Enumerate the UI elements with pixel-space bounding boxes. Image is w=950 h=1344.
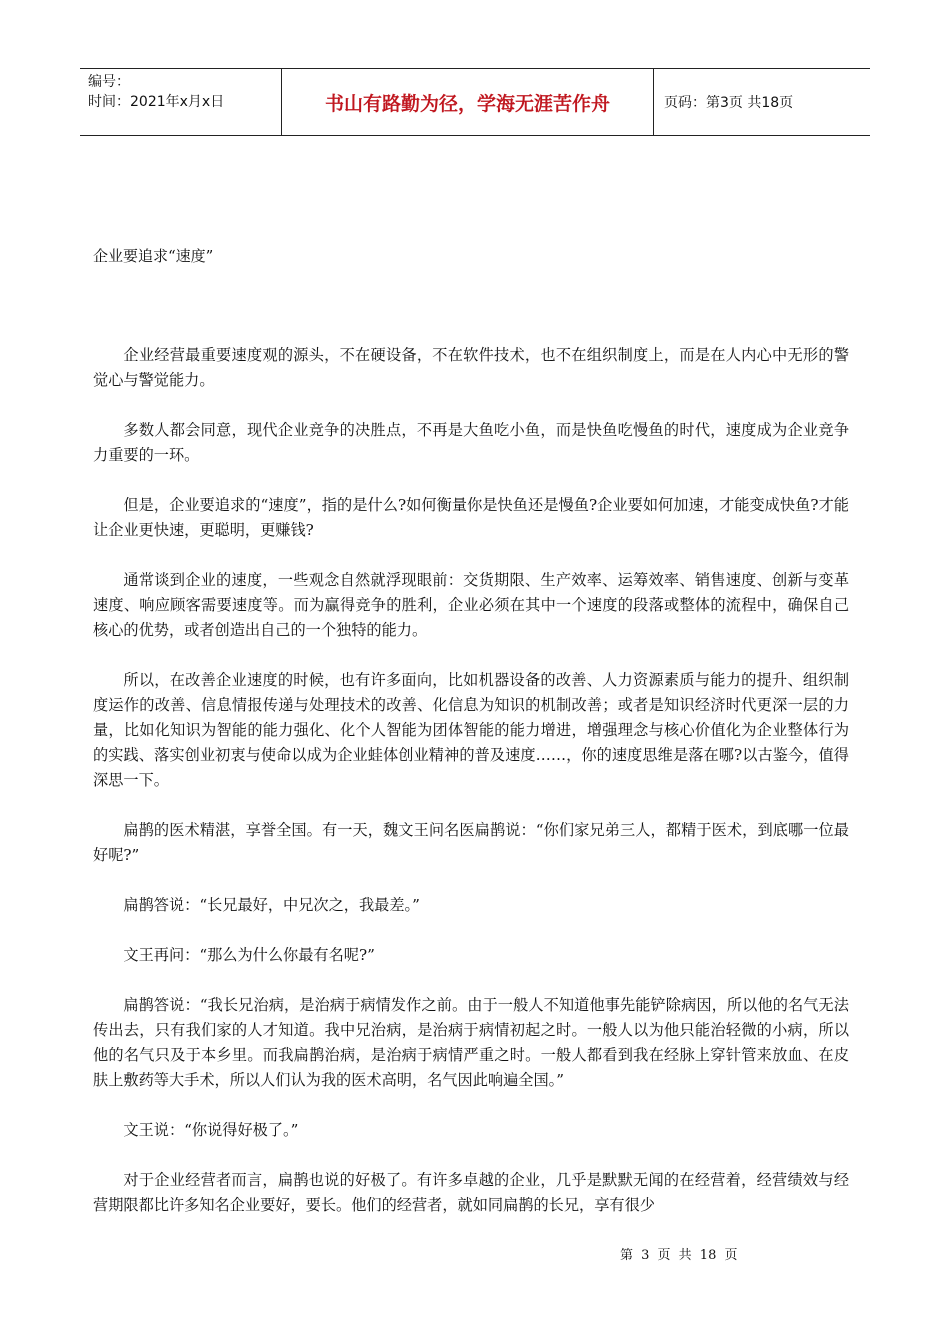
date-label: 时间：2021年x月x日 [88, 94, 225, 110]
paragraph: 企业经营最重要速度观的源头，不在硬设备，不在软件技术，也不在组织制度上，而是在人内心中无形的警觉心与警觉能力。 [93, 346, 849, 389]
document-body [93, 343, 849, 1243]
paragraph: 文王再问：“那么为什么你最有名呢?” [123, 946, 375, 964]
document-title: 企业要追求“速度” [93, 247, 214, 265]
header-table [80, 68, 870, 136]
paragraph: 扁鹊答说：“我长兄治病，是治病于病情发作之前。由于一般人不知道他事先能铲除病因，所以他的名气无法传出去，只有我们家的人才知道。我中兄治病，是治病于病情初起之时。一般人以为他只能治轻微的小病，所以他的名气只及于本乡里。而我扁鹊治病，是治病于病情严重之时。一般人都看到我在经脉上穿针管来放血、在皮肤上敷药等大手术，所以人们认为我的医术高明，名气因此响遍全国。” [93, 996, 849, 1089]
header-meta [80, 69, 282, 135]
paragraph: 扁鹊的医术精湛，享誉全国。有一天，魏文王问名医扁鹊说：“你们家兄弟三人，都精于医术，到底哪一位最好呢?” [93, 821, 849, 864]
paragraph: 文王说：“你说得好极了。” [123, 1121, 299, 1139]
header-motto: 书山有路勤为径，学海无涯苦作舟 [282, 69, 654, 135]
paragraph: 但是，企业要追求的“速度”，指的是什么?如何衡量你是快鱼还是慢鱼?企业要如何加速，才能变成快鱼?才能让企业更快速，更聪明，更赚钱? [93, 496, 849, 539]
header-page-label: 页码：第3页 共18页 [664, 95, 794, 111]
paragraph: 通常谈到企业的速度，一些观念自然就浮现眼前：交货期限、生产效率、运筹效率、销售速度、创新与变革速度、响应顾客需要速度等。而为赢得竞争的胜利，企业必须在其中一个速度的段落或整体的流程中，确保自己核心的优势，或者创造出自己的一个独特的能力。 [93, 571, 849, 639]
paragraph: 多数人都会同意，现代企业竞争的决胜点，不再是大鱼吃小鱼，而是快鱼吃慢鱼的时代，速度成为企业竞争力重要的一环。 [93, 421, 849, 464]
paragraph: 扁鹊答说：“长兄最好，中兄次之，我最差。” [123, 896, 420, 914]
number-label: 编号： [88, 74, 130, 90]
footer-page-number: 第 3 页 共 18 页 [620, 1248, 738, 1263]
paragraph: 对于企业经营者而言，扁鹊也说的好极了。有许多卓越的企业，几乎是默默无闻的在经营着，经营绩效与经营期限都比许多知名企业要好，要长。他们的经营者，就如同扁鹊的长兄，享有很少 [93, 1171, 849, 1214]
paragraph: 所以，在改善企业速度的时候，也有许多面向，比如机器设备的改善、人力资源素质与能力的提升、组织制度运作的改善、信息情报传递与处理技术的改善、化信息为知识的机制改善；或者是知识经济时代更深一层的力量，比如化知识为智能的能力强化、化个人智能为团体智能的能力增进，增强理念与核心价值化为企业整体行为的实践、落实创业初衷与使命以成为企业蛙体创业精神的普及速度……，你的速度思维是落在哪?以古鉴今，值得深思一下。 [93, 671, 849, 789]
